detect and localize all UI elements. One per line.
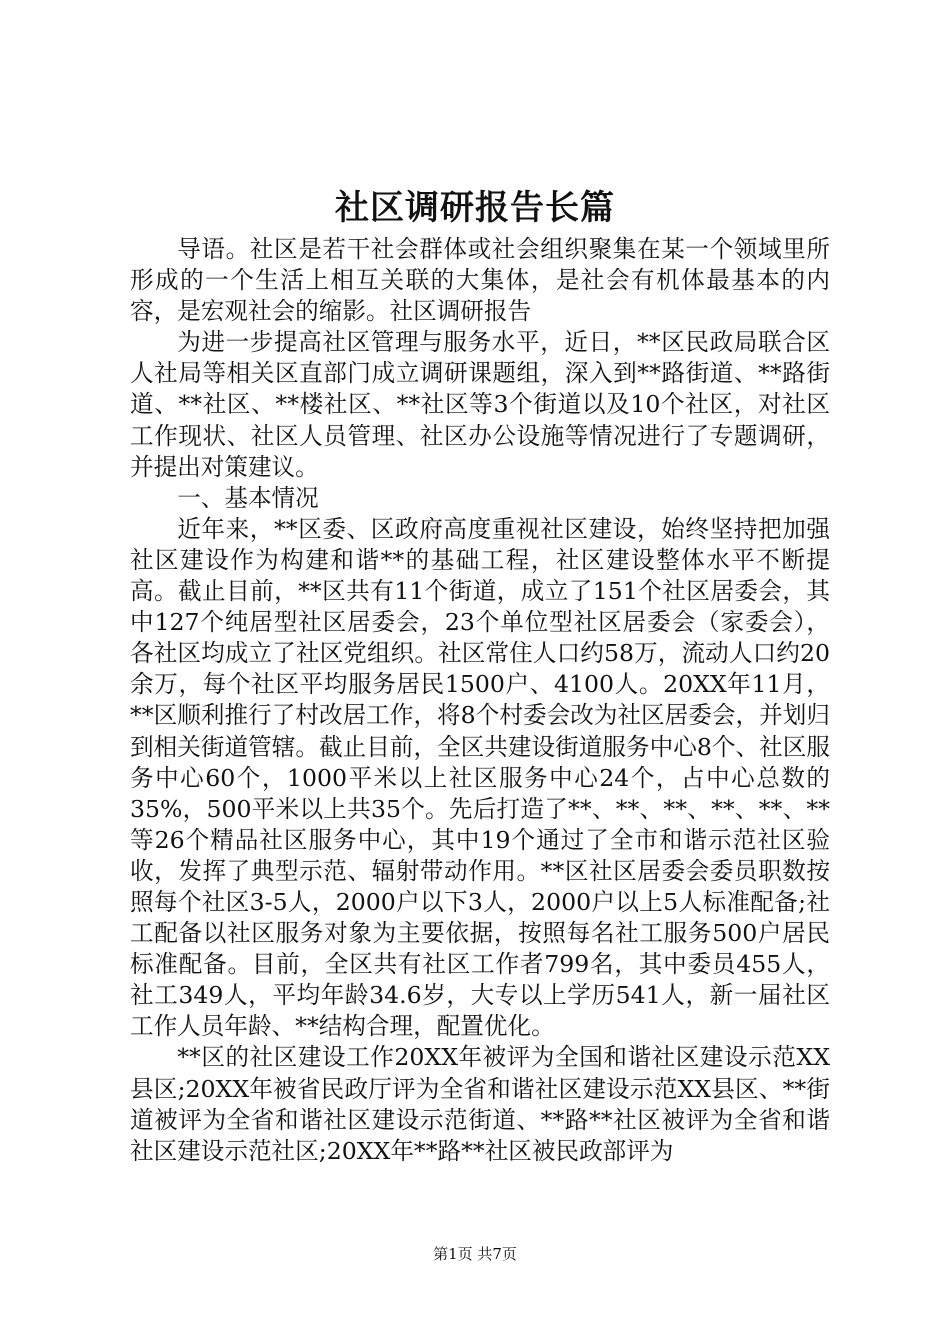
document-body: [130, 234, 830, 1167]
page-footer: 第1页 共7页: [433, 1245, 517, 1263]
document-title: 社区调研报告长篇: [335, 188, 615, 228]
paragraph-purpose: 为进一步提高社区管理与服务水平，近日，**区民政局联合区人社局等相关区直部门成立调研课题组，深入到**路街道、**路街道、**社区、**楼社区、**社区等3个街道以及10个社区，对社区工作现状、社区人员管理、社区办公设施等情况进行了专题调研，并提出对策建议。: [130, 328, 830, 481]
paragraph-basic-situation: 近年来，**区委、区政府高度重视社区建设，始终坚持把加强社区建设作为构建和谐**的基础工程，社区建设整体水平不断提高。截止目前，**区共有11个街道，成立了151个社区居委会，其中127个纯居型社区居委会，23个单位型社区居委会（家委会），各社区均成立了社区党组织。社区常住人口约58万，流动人口约20余万，每个社区平均服务居民1500户、4100人。20XX年11月，**区顺利推行了村改居工作，将8个村委会改为社区居委会，并划归到相关街道管辖。截止目前，全区共建设街道服务中心8个、社区服务中心60个，1000平米以上社区服务中心24个，占中心总数的35%，500平米以上共35个。先后打造了**、**、**、**、**、**等26个精品社区服务中心，其中19个通过了全市和谐示范社区验收，发挥了典型示范、辐射带动作用。**区社区居委会委员职数按照每个社区3-5人，2000户以下3人，2000户以上5人标准配备;社工配备以社区服务对象为主要依据，按照每名社工服务500户居民标准配备。目前，全区共有社区工作者799名，其中委员455人，社工349人，平均年龄34.6岁，大专以上学历541人，新一届社区工作人员年龄、**结构合理，配置优化。: [130, 514, 830, 1041]
paragraph-honors: **区的社区建设工作20XX年被评为全国和谐社区建设示范XX县区;20XX年被省民政厅评为全省和谐社区建设示范XX县区、**街道被评为全省和谐社区建设示范街道、**路**社区被评为全省和谐社区建设示范社区;20XX年**路**社区被民政部评为: [130, 1043, 830, 1165]
section-heading-basic-situation: 一、基本情况: [177, 483, 319, 512]
paragraph-intro: 导语。社区是若干社会群体或社会组织聚集在某一个领域里所形成的一个生活上相互关联的大集体，是社会有机体最基本的内容，是宏观社会的缩影。社区调研报告: [130, 235, 830, 326]
